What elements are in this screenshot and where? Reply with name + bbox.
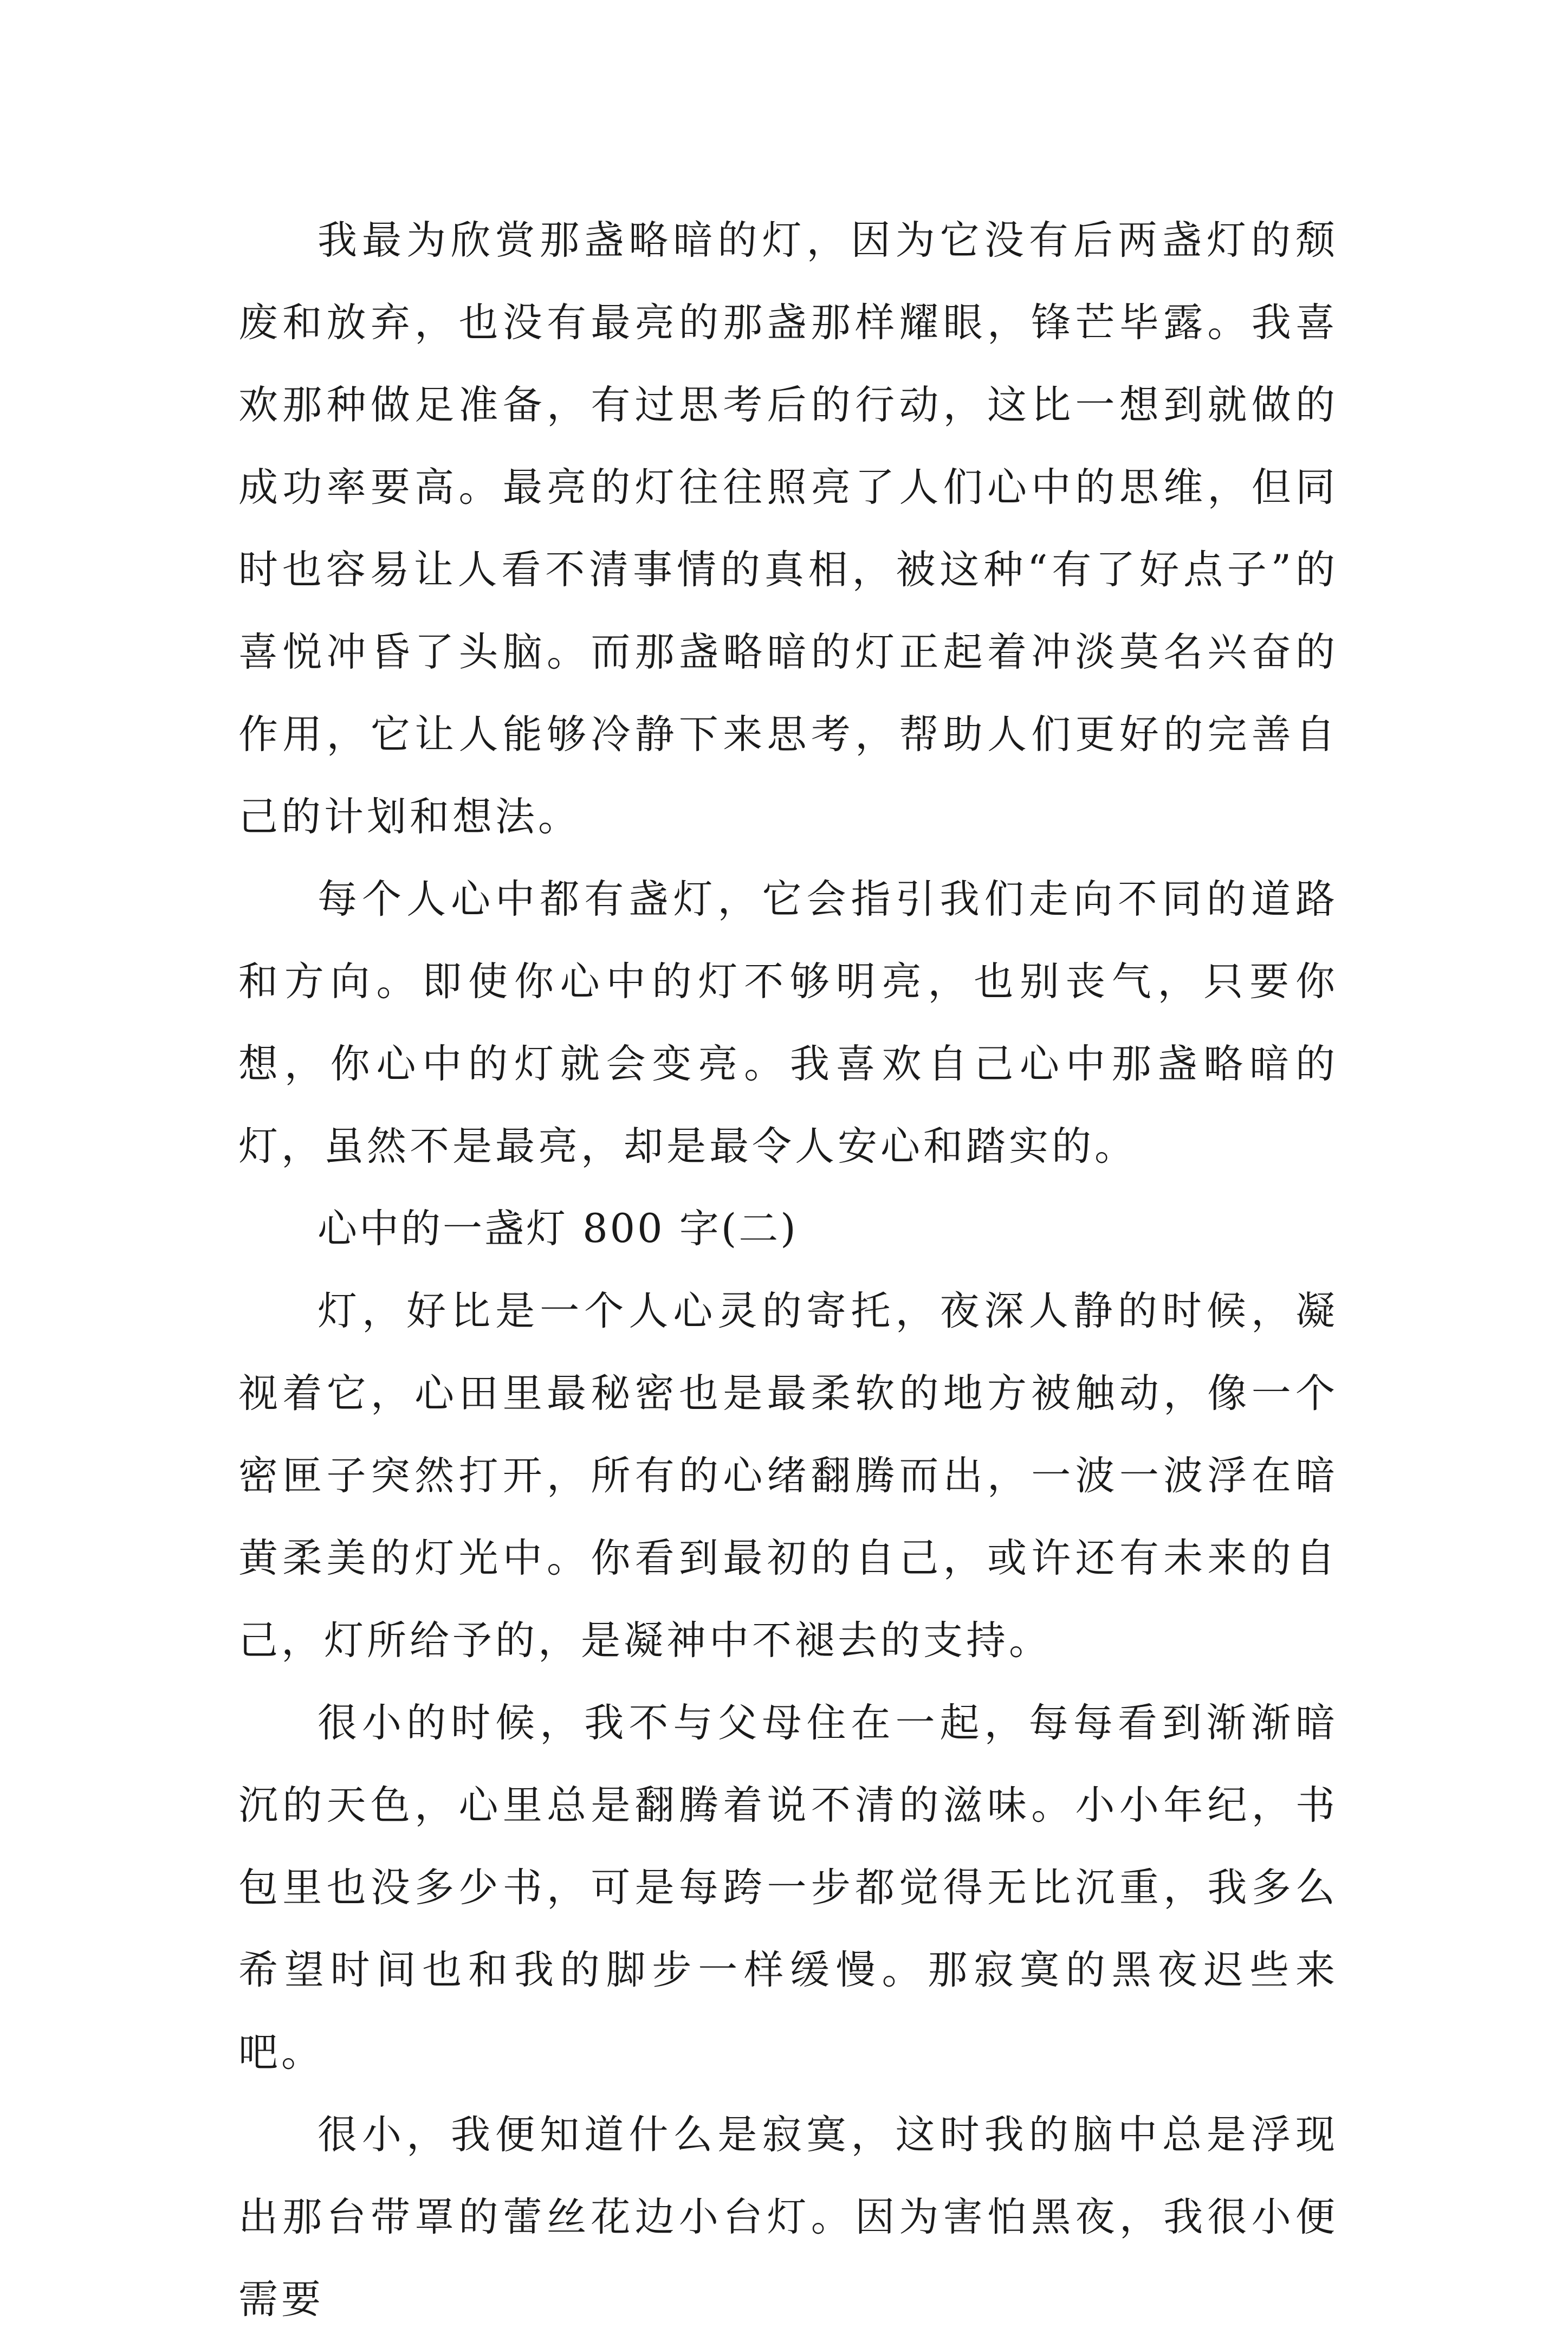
paragraph-lamp-sustenance: 灯，好比是一个人心灵的寄托，夜深人静的时候，凝视着它，心田里最秘密也是最柔软的地方被触动，像一个密匣子突然打开，所有的心绪翻腾而出，一波一波浮在暗黄柔美的灯光中。你看到最初的自己，或许还有未来的自己，灯所给予的，是凝神中不褪去的支持。 (238, 1288, 1338, 1664)
document-body (238, 199, 1338, 2341)
paragraph-dim-lamp: 我最为欣赏那盏略暗的灯，因为它没有后两盏灯的颓废和放弃，也没有最亮的那盏那样耀眼，锋芒毕露。我喜欢那种做足准备，有过思考后的行动，这比一想到就做的成功率要高。最亮的灯往往照亮了人们心中的思维，但同时也容易让人看不清事情的真相，被这种“有了好点子”的喜悦冲昏了头脑。而那盏略暗的灯正起着冲淡莫名兴奋的作用，它让人能够冷静下来思考，帮助人们更好的完善自己的计划和想法。 (238, 217, 1338, 840)
section-heading: 心中的一盏灯 800 字(二) (318, 1206, 798, 1252)
paragraph-loneliness: 很小，我便知道什么是寂寞，这时我的脑中总是浮现出那台带罩的蕾丝花边小台灯。因为害怕黑夜，我很小便需要 (238, 2112, 1338, 2323)
paragraph-childhood: 很小的时候，我不与父母住在一起，每每看到渐渐暗沉的天色，心里总是翻腾着说不清的滋味。小小年纪，书包里也没多少书，可是每跨一步都觉得无比沉重，我多么希望时间也和我的脚步一样缓慢。那寂寞的黑夜迟些来吧。 (238, 1700, 1338, 2075)
paragraph-everyone-lamp: 每个人心中都有盏灯，它会指引我们走向不同的道路和方向。即使你心中的灯不够明亮，也别丧气，只要你想，你心中的灯就会变亮。我喜欢自己心中那盏略暗的灯，虽然不是最亮，却是最令人安心和踏实的。 (238, 876, 1338, 1169)
